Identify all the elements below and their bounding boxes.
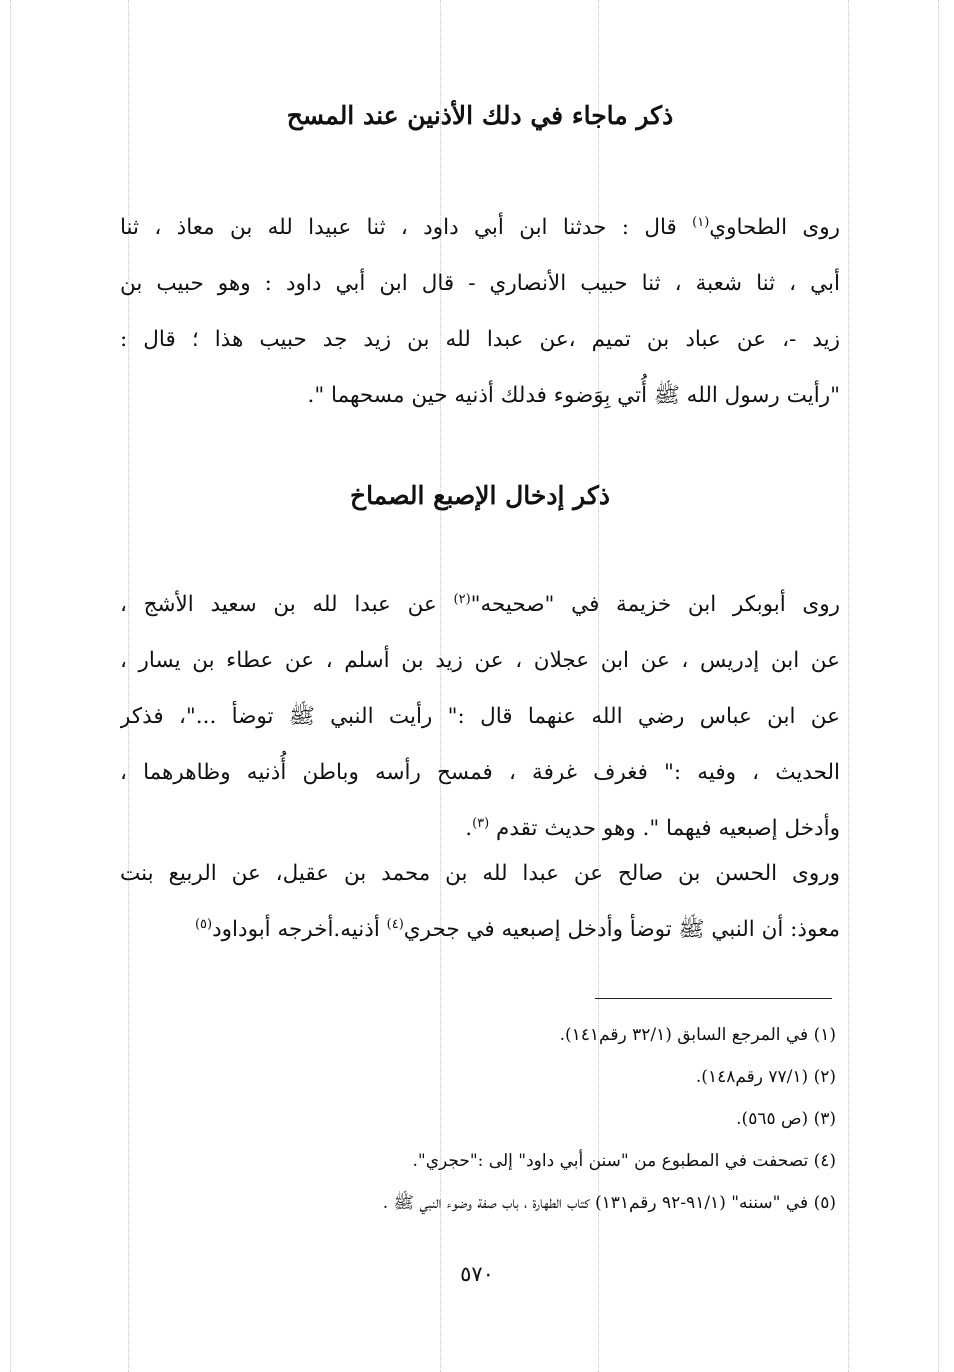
- text-run: أذنيه.أخرجه أبوداود: [212, 917, 387, 942]
- page-number: ٥٧٠: [460, 1262, 494, 1286]
- section-heading-finger-insertion: ذكر إدخال الإصبع الصماخ: [350, 481, 610, 510]
- text-line: [120, 902, 840, 958]
- scan-guide-line: [10, 0, 11, 1372]
- text-line: أبي ، ثنا شعبة ، ثنا حبيب الأنصاري - قال ابن أبي داود : وهو حبيب بن: [120, 271, 840, 296]
- text-run: معوذ: أن النبي ﷺ توضأ وأدخل إصبعيه في جحري: [403, 917, 840, 942]
- text-run: وأدخل إصبعيه فيهما ". وهو حديث تقدم: [489, 816, 840, 841]
- section-heading-ear-rubbing: ذكر ماجاء في دلك الأذنين عند المسح: [286, 101, 674, 130]
- paragraph-ibn-khuzaymah: [120, 577, 840, 857]
- footnote-separator: [595, 998, 832, 999]
- text-line: "رأيت رسول الله ﷺ أُتي بِوَضوء فدلك أذنيه حين مسحهما ".: [307, 383, 840, 408]
- paragraph-tahawi: [120, 200, 840, 424]
- footnote-ref-4: (٤): [386, 916, 404, 932]
- footnotes: [120, 1014, 836, 1224]
- text-line: الحديث ، وفيه :" فغرف غرفة ، فمسح رأسه وباطن أُذنيه وظاهرهما ،: [120, 760, 840, 785]
- scan-guide-line: [848, 0, 849, 1372]
- text-run: .: [465, 816, 473, 841]
- text-line: عن ابن إدريس ، عن ابن عجلان ، عن زيد بن أسلم ، عن عطاء بن يسار ،: [120, 648, 840, 673]
- text-run: روى أبوبكر ابن خزيمة في "صحيحه": [470, 592, 840, 617]
- text-line: [120, 577, 840, 633]
- text-run: قال : حدثنا ابن أبي داود ، ثنا عبيدا لله بن معاذ ، ثنا: [120, 215, 693, 240]
- footnote-1: (١) في المرجع السابق (٣٢/١ رقم١٤١).: [559, 1025, 836, 1045]
- footnote-3: (٣) (ص ٥٦٥).: [736, 1109, 836, 1129]
- footnote-5: (٥) في "سننه" (٩١/١-٩٢ رقم١٣١) كتاب الطهارة ، باب صفة وضوء النبي ﷺ .: [382, 1193, 836, 1213]
- paragraph-hasan-ibn-salih: [120, 846, 840, 958]
- footnote-ref-1: (١): [692, 214, 710, 230]
- footnote-4: (٤) تصحفت في المطبوع من "سنن أبي داود" إلى :"حجري".: [412, 1151, 836, 1171]
- footnote-ref-2: (٢): [453, 591, 471, 607]
- scan-guide-line: [938, 0, 939, 1372]
- text-line: عن ابن عباس رضي الله عنهما قال :" رأيت النبي ﷺ توضأ ..."، فذكر: [120, 704, 840, 729]
- text-line: وروى الحسن بن صالح عن عبدا لله بن محمد بن عقيل، عن الربيع بنت: [120, 861, 840, 886]
- footnote-2: (٢) (٧٧/١ رقم١٤٨).: [695, 1067, 836, 1087]
- text-line: [120, 200, 840, 256]
- footnote-ref-3: (٣): [472, 815, 490, 831]
- text-run: عن عبدا لله بن سعيد الأشج ،: [120, 592, 454, 617]
- text-line: زيد -، عن عباد بن تميم ،عن عبدا لله بن زيد جد حبيب هذا ؛ قال :: [120, 327, 840, 352]
- text-run: روى الطحاوي: [709, 215, 840, 240]
- footnote-ref-5: (٥): [194, 916, 213, 932]
